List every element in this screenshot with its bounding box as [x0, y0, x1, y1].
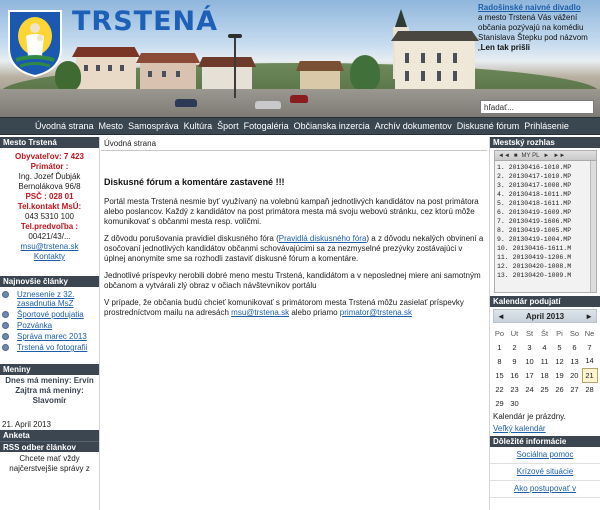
nav-item-archive[interactable]: Archív dokumentov [374, 121, 452, 131]
calendar-day[interactable]: 25 [540, 384, 549, 394]
names-today: Dnes má meniny: Ervín [5, 376, 94, 385]
calendar-day[interactable] [552, 396, 567, 410]
playlist-scrollbar[interactable] [590, 161, 596, 292]
list-item [2, 310, 97, 319]
playlist [495, 161, 596, 282]
news-ticker-text: a mesto Trstená Vás vážení občania pozývajú na komédiu Stanislava Štepku pod názvom [478, 13, 588, 42]
calendar-day[interactable]: 11 [540, 356, 549, 366]
playlist-label: MY PL [521, 152, 540, 159]
playlist-item[interactable]: 3. 20130417-1008.MP [497, 182, 572, 189]
playlist-item[interactable]: 8. 20130419-1005.MP [497, 227, 572, 234]
bullet-icon [2, 322, 9, 329]
main-content [101, 137, 487, 510]
main-nav [0, 117, 600, 135]
article-paragraph [104, 298, 484, 318]
coat-of-arms-logo [6, 8, 64, 78]
calendar-day[interactable]: 12 [555, 356, 564, 366]
calendar-dow: Po [494, 328, 505, 338]
tree-right [350, 55, 380, 91]
contacts-link[interactable]: Kontakty [33, 252, 66, 261]
crisis-situations-link[interactable]: Krízové situácie [490, 464, 600, 481]
city-email-link[interactable]: msu@trstena.sk [20, 242, 79, 251]
calendar-day[interactable]: 26 [555, 384, 564, 394]
nav-item-culture[interactable]: Kultúra [183, 121, 213, 131]
nav-item-classifieds[interactable]: Občianska inzercia [293, 121, 370, 131]
text-span: alebo priamo [289, 308, 340, 317]
how-to-proceed-link[interactable]: Ako postupovať v [490, 481, 600, 498]
playlist-item[interactable]: 6. 20130419-1609.MP [497, 209, 572, 216]
street-lamp-head [228, 34, 242, 38]
calendar-header [493, 309, 597, 323]
calendar-day[interactable]: 19 [555, 370, 564, 380]
news-ticker-quote: „ [478, 43, 481, 52]
calendar-day[interactable]: 2 [512, 342, 517, 352]
news-link[interactable]: Pozvánka [17, 321, 53, 330]
car [290, 95, 308, 103]
article-paragraph [104, 234, 484, 264]
playlist-item[interactable]: 5. 20130418-1611.MP [497, 200, 572, 207]
calendar-day[interactable]: 8 [497, 356, 502, 366]
search-input[interactable] [480, 100, 594, 114]
car [175, 99, 197, 107]
nav-item-sport[interactable]: Šport [217, 121, 239, 131]
population-value: : 7 423 [59, 152, 84, 161]
calendar-day[interactable]: 1 [497, 342, 502, 352]
news-link[interactable]: Správa marec 2013 [17, 332, 87, 341]
psc-value: 028 01 [49, 192, 74, 201]
nav-item-forum[interactable]: Diskusné fórum [456, 121, 520, 131]
article [101, 177, 487, 318]
calendar-day[interactable] [582, 396, 597, 410]
playlist-item[interactable]: 11. 20130419-1206.M [497, 254, 572, 261]
calendar-day[interactable]: 18 [540, 370, 549, 380]
bullet-icon [2, 291, 9, 298]
calendar-day[interactable]: 23 [510, 384, 519, 394]
calendar-dow: Pi [556, 328, 563, 338]
news-ticker [478, 3, 596, 53]
playlist-item[interactable]: 2. 20130417-1010.MP [497, 173, 572, 180]
calendar-day[interactable]: 28 [585, 384, 594, 394]
calendar-day[interactable]: 20 [570, 370, 579, 380]
bullet-icon [2, 333, 9, 340]
calendar-day[interactable] [522, 396, 537, 410]
city-info [0, 148, 99, 264]
stop-icon[interactable]: ■ [513, 152, 518, 159]
news-box-title: Najnovšie články [0, 276, 99, 287]
church-building [395, 39, 475, 91]
calendar-day[interactable]: 27 [570, 384, 579, 394]
prefix-value: 00421/43/... [28, 232, 71, 241]
calendar-prev-icon[interactable]: ◄ [497, 311, 505, 321]
population-label: Obyvateľov [15, 152, 60, 161]
calendar-day[interactable]: 3 [527, 342, 532, 352]
bullet-icon [2, 344, 9, 351]
calendar-empty-note: Kalendár je prázdny. [493, 412, 566, 421]
calendar-day[interactable]: 6 [572, 342, 577, 352]
nav-item-home[interactable]: Úvodná strana [35, 121, 94, 131]
nav-item-government[interactable]: Samospráva [128, 121, 179, 131]
forward-icon[interactable]: ►► [553, 152, 566, 159]
list-item [2, 332, 97, 341]
calendar-day[interactable] [537, 396, 552, 410]
bullet-icon [2, 311, 9, 318]
calendar-dow: Ne [584, 328, 595, 338]
calendar-day[interactable]: 24 [525, 384, 534, 394]
calendar-grid [492, 326, 598, 410]
contact-value: 043 5310 100 [25, 212, 74, 221]
poll-title: Anketa [0, 430, 99, 441]
article-paragraph: Jednotlivé príspevky nerobili dobré meno mestu Trstená, kandidátom a v neposlednej miere ani samotným občanom a vytvárali zlý obraz v očiach návštevníkov portálu [104, 271, 481, 290]
calendar-day[interactable]: 30 [510, 398, 519, 408]
building-green-house [300, 69, 340, 91]
playlist-item[interactable]: 12. 20130420-1008.M [497, 263, 572, 270]
building-left [76, 55, 136, 91]
forum-rules-link[interactable]: Pravidlá diskusného fóra [278, 234, 367, 243]
left-sidebar [0, 137, 100, 510]
mayor-email-link[interactable]: primator@trstena.sk [339, 308, 412, 317]
calendar-day[interactable]: 13 [570, 356, 579, 366]
prefix-label: Tel.predvoľba : [20, 222, 79, 231]
current-date: 21. April 2013 [2, 420, 51, 429]
breadcrumb[interactable]: Úvodná strana [101, 137, 487, 151]
article-paragraph: Portál mesta Trstená nesmie byť využívaný na volebnú kampaň jednotlivých kandidátov na post primátora alebo poslancov. Každý z kandidátov na post primátora mesta má svoju webovú stránku, cez ktorú môže komunikovať s občanmi mesta resp. voličmi. [104, 197, 479, 226]
social-help-link[interactable]: Sociálna pomoc [490, 447, 600, 464]
calendar-day[interactable]: 4 [542, 342, 547, 352]
right-sidebar [489, 137, 600, 510]
radio-box-title: Mestský rozhlas [490, 137, 600, 148]
list-item [2, 321, 97, 330]
player-controls [495, 151, 596, 161]
news-link[interactable]: Športové podujatia [17, 310, 84, 319]
playlist-item[interactable]: 13. 20130420-1009.M [497, 272, 572, 279]
calendar-day[interactable]: 17 [525, 370, 534, 380]
mayor-name: Ing. Jozef Ďubják [18, 172, 81, 181]
calendar-day[interactable]: 10 [525, 356, 534, 366]
text-span: Z dôvodu porušovania pravidiel diskusného fóra ( [104, 234, 279, 243]
header-banner [0, 0, 600, 117]
list-item [2, 290, 97, 308]
nav-item-login[interactable]: Prihlásenie [524, 121, 569, 131]
names-tomorrow: Zajtra má meniny: Slavomír [15, 386, 84, 405]
nav-item-gallery[interactable]: Fotogaléria [243, 121, 289, 131]
calendar-dow: Ut [510, 328, 519, 338]
calendar-day[interactable]: 29 [495, 398, 504, 408]
msu-email-link[interactable]: msu@trstena.sk [231, 308, 290, 317]
calendar-box-title: Kalendár podujatí [490, 296, 600, 307]
calendar-dow: St [525, 328, 534, 338]
calendar-day[interactable] [567, 396, 582, 410]
calendar-day-today[interactable]: 21 [582, 368, 597, 382]
playlist-item[interactable]: 10. 20130416-1611.M [497, 245, 572, 252]
news-ticker-title[interactable]: Radošinské naivné divadlo [478, 3, 581, 12]
car [255, 101, 281, 109]
contact-label: Tel.kontakt MsÚ: [17, 202, 82, 211]
playlist-item[interactable]: 7. 20130419-1606.MP [497, 218, 572, 225]
playlist-item[interactable]: 4. 20130418-1011.MP [497, 191, 572, 198]
calendar-dow: So [569, 328, 580, 338]
nav-item-city[interactable]: Mesto [98, 121, 124, 131]
calendar-next-icon[interactable]: ► [585, 311, 593, 321]
calendar-day[interactable]: 16 [510, 370, 519, 380]
city-box-title: Mesto Trstená [0, 137, 99, 148]
news-ticker-more: Len tak prišli [480, 43, 531, 52]
big-calendar-link[interactable]: Veľký kalendár [493, 424, 546, 433]
calendar-day[interactable]: 7 [587, 342, 592, 352]
building-mid [140, 61, 196, 91]
psc-label: PSČ : [25, 192, 47, 201]
site-title[interactable]: TRSTENÁ [72, 6, 219, 37]
city-address: Bernolákova 96/8 [18, 182, 81, 191]
calendar-dow: Št [540, 328, 549, 338]
text-span: ) a z dôvodu nekalých obvinení a osočovaní jednotlivých kandidátov občanmi schovávajúcimi sa za nezmyselné prezývky zostávajúci v úplnej anonymite sme sa rozhodli zastaviť diskusné fórum a komentáre. [104, 234, 484, 263]
text-span: V prípade, že občania budú chcieť komunikovať s primátorom mesta Trstená môžu zasielať príspevky prostredníctvom mailu na adresách [104, 298, 464, 317]
street-lamp [234, 38, 236, 98]
playlist-item[interactable]: 1. 20130416-1010.MP [497, 164, 572, 171]
calendar-day[interactable]: 15 [495, 370, 504, 380]
info-box-title: Dôležité informácie [490, 436, 600, 447]
play-icon[interactable]: ► [543, 152, 550, 159]
calendar-day[interactable]: 22 [495, 384, 504, 394]
calendar-day[interactable]: 14 [585, 356, 594, 366]
rss-title: RSS odber článkov [0, 441, 99, 452]
news-link[interactable]: Trstená vo fotografii [17, 343, 88, 352]
news-link[interactable]: Uznesenie z 32. zasadnutia MsZ [17, 290, 75, 308]
list-item [2, 343, 97, 352]
rss-text: Chcete mať vždy najčerstvejšie správy z [9, 454, 90, 473]
mayor-label: Primátor : [30, 162, 69, 171]
news-list [0, 287, 99, 356]
calendar-day[interactable]: 5 [557, 342, 562, 352]
article-title: Diskusné fórum a komentáre zastavené !!! [104, 177, 285, 187]
calendar-month: April 2013 [525, 311, 565, 321]
playlist-item[interactable]: 9. 20130419-1004.MP [497, 236, 572, 243]
audio-player[interactable] [494, 150, 597, 293]
calendar-day[interactable]: 9 [512, 356, 517, 366]
rewind-icon[interactable]: ◄◄ [498, 152, 510, 159]
names-box-title: Meniny [0, 364, 99, 375]
building-centre [202, 65, 252, 91]
